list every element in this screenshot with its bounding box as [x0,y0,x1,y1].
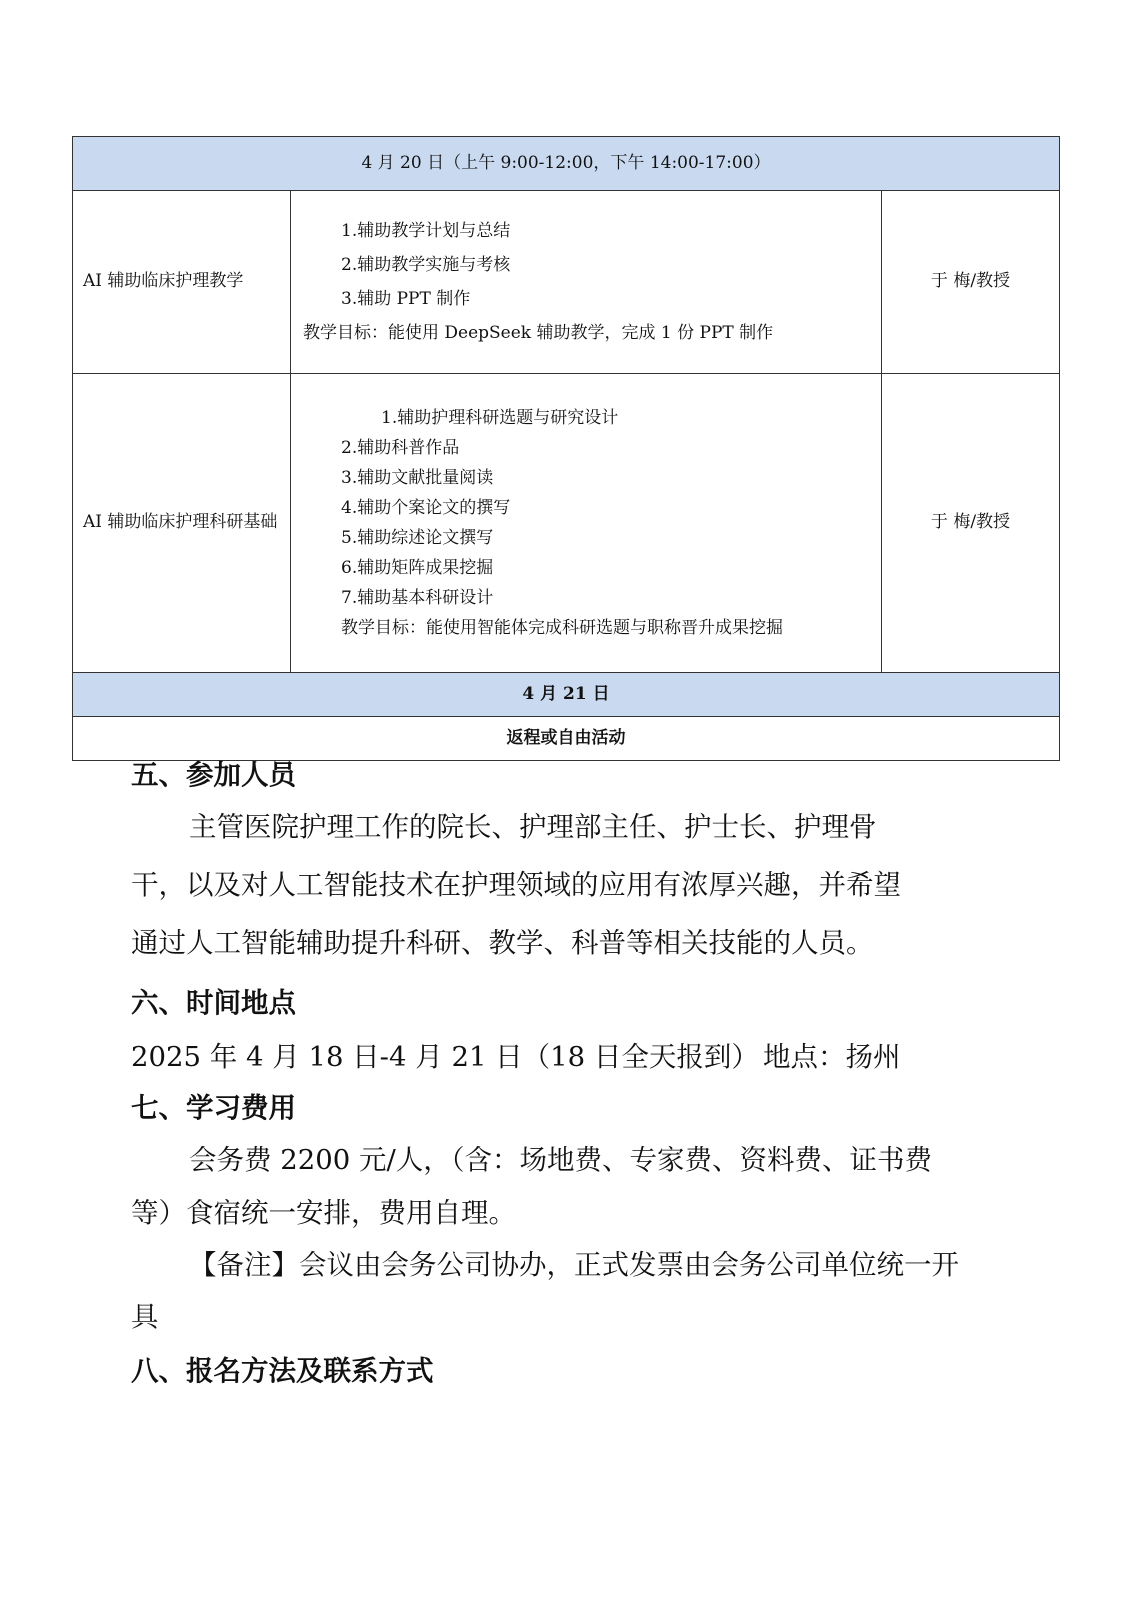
participants-line: 通过人工智能辅助提升科研、教学、科普等相关技能的人员。 [131,927,874,959]
section-title-registration: 八、报名方法及联系方式 [131,1355,434,1387]
course-name: AI 辅助临床护理教学 [73,191,291,374]
content-item: 6.辅助矩阵成果挖掘 [341,558,494,578]
table-row [73,374,1060,673]
content-item: 5.辅助综述论文撰写 [341,528,494,548]
day-header-apr21: 4 月 21 日 [73,673,1060,717]
course-content [291,374,882,673]
lecturer: 于 梅/教授 [882,191,1060,374]
teaching-goal: 教学目标：能使用智能体完成科研选题与职称晋升成果挖掘 [341,618,783,638]
section-title-participants: 五、参加人员 [131,759,296,791]
content-item: 3.辅助文献批量阅读 [341,468,494,488]
fee-line: 会务费 2200 元/人，（含：场地费、专家费、资料费、证书费 [189,1144,932,1176]
day-header-row [73,137,1060,191]
content-item: 2.辅助教学实施与考核 [341,255,511,275]
fee-line: 等）食宿统一安排，费用自理。 [131,1197,516,1229]
remark-line: 【备注】会议由会务公司协办，正式发票由会务公司单位统一开 [189,1249,959,1281]
content-item: 2.辅助科普作品 [341,438,460,458]
day2-activity: 返程或自由活动 [73,717,1060,761]
participants-line: 主管医院护理工作的院长、护理部主任、护士长、护理骨 [189,811,877,843]
section-title-time-place: 六、时间地点 [131,987,296,1019]
content-item: 7.辅助基本科研设计 [341,588,494,608]
content-item: 3.辅助 PPT 制作 [341,289,471,309]
participants-line: 干，以及对人工智能技术在护理领域的应用有浓厚兴趣，并希望 [131,869,901,901]
table-row [73,191,1060,374]
section-title-fees: 七、学习费用 [131,1092,296,1124]
schedule-table [72,136,1060,761]
course-name: AI 辅助临床护理科研基础 [73,374,291,673]
content-item: 1.辅助护理科研选题与研究设计 [381,408,619,428]
remark-line: 具 [131,1301,159,1333]
content-item: 1.辅助教学计划与总结 [341,221,511,241]
event-time: 2025 年 4 月 18 日-4 月 21 日（18 日全天报到） [131,1041,759,1073]
course-content [291,191,882,374]
day-header-row [73,673,1060,717]
content-item: 4.辅助个案论文的撰写 [341,498,511,518]
day-header-apr20: 4 月 20 日（上午 9:00-12:00，下午 14:00-17:00） [73,137,1060,191]
lecturer: 于 梅/教授 [882,374,1060,673]
event-place: 地点：扬州 [763,1041,901,1073]
teaching-goal: 教学目标：能使用 DeepSeek 辅助教学，完成 1 份 PPT 制作 [303,323,774,343]
